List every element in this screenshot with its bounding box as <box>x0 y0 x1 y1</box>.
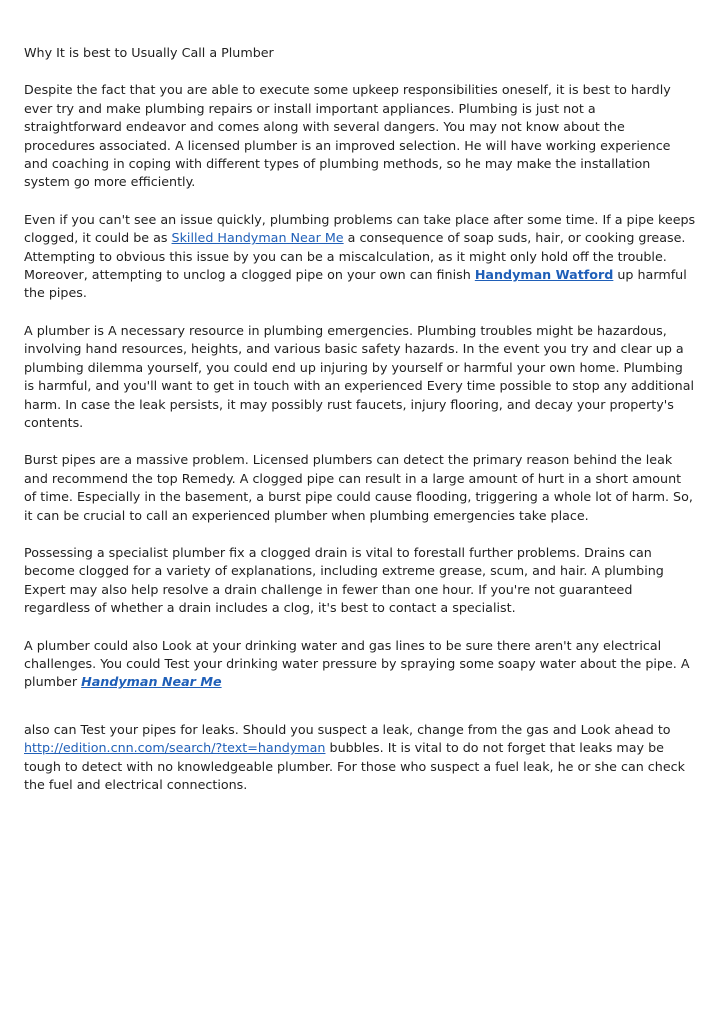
paragraph-2-text-a: Even if you can't see an issue quickly, plumbing problems can take place after some time. If a pipe keeps clogged, it could be as <box>24 211 696 246</box>
link-handyman-near-me[interactable]: Handyman Near Me <box>81 674 222 690</box>
paragraph-7 <box>24 721 696 795</box>
paragraph-6-text: A plumber could also Look at your drinking water and gas lines to be sure there aren't any electrical challenges. You could Test your drinking water pressure by spraying some soapy water about the pipe. A plumber <box>24 637 690 690</box>
paragraph-2-text-c: up harmful the pipes. <box>24 267 687 301</box>
paragraph-7-text-a: also can Test your pipes for leaks. Should you suspect a leak, change from the gas and Look ahead to <box>24 721 671 737</box>
document-title: Why It is best to Usually Call a Plumber <box>24 45 274 60</box>
paragraph-2-text-b: a consequence of soap suds, hair, or cooking grease. Attempting to obvious this issue by you can be a miscalculation, as it might only hold off the trouble. Moreover, attempting to unclog a clogged pipe on your own can finish <box>24 230 686 283</box>
paragraph-1: Despite the fact that you are able to execute some upkeep responsibilities oneself, it is best to hardly ever try and make plumbing repairs or install important appliances. Plumbing is just not a straightforward endeavor and comes along with several dangers. You may not know about the procedures associated. A licensed plumber is an improved selection. He will have working experience and coaching in coping with different types of plumbing methods, so he may make the installation system go more efficiently. <box>24 82 671 190</box>
paragraph-3: A plumber is A necessary resource in plumbing emergencies. Plumbing troubles might be hazardous, involving hand resources, heights, and various basic safety hazards. In the event you try and clear up a plumbing dilemma yourself, you could end up injuring by yourself or harmful your own home. Plumbing is harmful, and you'll want to get in touch with an experienced Every time possible to stop any additional harm. In case the leak persists, it may possibly rust faucets, injury flooring, and decay your property's contents. <box>24 322 695 430</box>
link-cnn-search[interactable]: http://edition.cnn.com/search/?text=handyman <box>24 740 326 756</box>
paragraph-6 <box>24 637 696 692</box>
link-skilled-handyman[interactable]: Skilled Handyman Near Me <box>171 230 344 246</box>
link-handyman-watford[interactable]: Handyman Watford <box>474 267 614 283</box>
paragraph-5: Possessing a specialist plumber fix a clogged drain is vital to forestall further problems. Drains can become clogged for a variety of explanations, including extreme grease, scum, and hair. A plumbing Expert may also help resolve a drain challenge in fewer than one hour. If you're not guaranteed regardless of whether a drain includes a clog, it's best to contact a specialist. <box>24 544 664 616</box>
paragraph-4: Burst pipes are a massive problem. Licensed plumbers can detect the primary reason behind the leak and recommend the top Remedy. A clogged pipe can result in a large amount of hurt in a short amount of time. Especially in the basement, a burst pipe could cause flooding, triggering a whole lot of harm. So, it can be crucial to call an experienced plumber when plumbing emergencies take place. <box>24 452 693 523</box>
paragraph-7-text-b: bubbles. It is vital to do not forget that leaks may be tough to detect with no knowledgeable plumber. For those who suspect a fuel leak, he or she can check the fuel and electrical connections. <box>24 740 685 792</box>
paragraph-2 <box>24 211 696 303</box>
document-page <box>24 44 696 813</box>
